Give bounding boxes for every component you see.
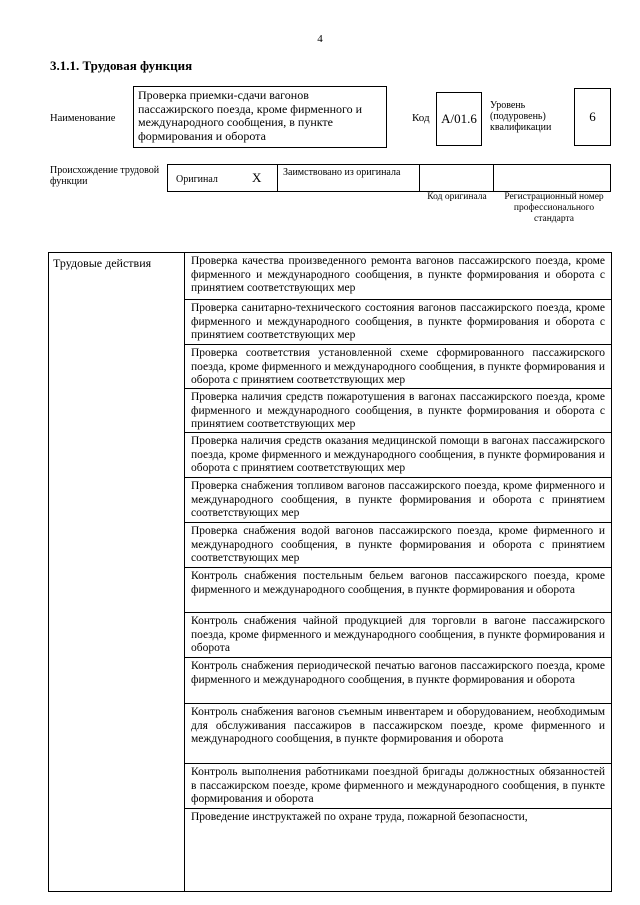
action-row: Проверка качества произведенного ремонта вагонов пассажирского поезда, кроме фирменного и международного сообщения, в пункте формирования и оборота с принятием соответствующих мер — [185, 253, 611, 300]
original-mark: X — [252, 170, 262, 185]
origin-label: Происхождение трудовой функции — [50, 165, 160, 187]
action-row: Проверка снабжения топливом вагонов пассажирского поезда, кроме фирменного и международного сообщения, в пункте формирования и оборота с принятием соответствующих мер — [185, 478, 611, 523]
origin-borrowed-cell — [278, 165, 420, 191]
page-number: 4 — [317, 33, 323, 45]
function-name: Проверка приемки-сдачи вагонов пассажирского поезда, кроме фирменного и международного сообщения, в пункте формирования и оборота — [133, 86, 387, 148]
action-row: Проведение инструктажей по охране труда, пожарной безопасности, — [191, 811, 528, 823]
borrowed-label: Заимствовано из оригинала — [283, 167, 401, 178]
action-row: Контроль выполнения работниками поездной бригады должностных обязанностей в пассажирском поезде, кроме фирменного и международного сообщения, в пункте формирования и оборота — [185, 764, 611, 809]
row-header: Трудовые действия — [49, 253, 185, 891]
level-label: Уровень (подуровень) квалификации — [490, 100, 552, 133]
work-actions-table — [48, 252, 612, 892]
action-row: Проверка наличия средств оказания медицинской помощи в вагонах пассажирского поезда, кроме фирменного и международного сообщения, в пункте формирования и оборота с принятием соответствующих мер — [185, 433, 611, 478]
origin-original-cell — [168, 165, 278, 191]
action-row: Контроль снабжения вагонов съемным инвентарем и оборудованием, необходимым для обслуживания пассажиров в пассажирском поезде, кроме фирменного и международного сообщения, в пункте формирования и оборота — [185, 704, 611, 764]
code-caption: Код оригинала — [427, 192, 487, 202]
action-row: Проверка санитарно-технического состояния вагонов пассажирского поезда, кроме фирменного и международного сообщения, в пункте формирования и оборота с принятием соответствующих мер — [185, 300, 611, 345]
origin-code-cell — [420, 165, 494, 191]
section-title: 3.1.1. Трудовая функция — [50, 58, 193, 73]
original-label: Оригинал — [176, 174, 218, 185]
level-value: 6 — [574, 88, 611, 146]
reg-caption: Регистрационный номер профессионального стандарта — [504, 192, 604, 224]
origin-row — [167, 164, 611, 192]
code-label: Код — [412, 112, 430, 124]
action-row: Контроль снабжения постельным бельем вагонов пассажирского поезда, кроме фирменного и международного сообщения, в пункте формирования и оборота — [185, 568, 611, 613]
actions-list — [185, 253, 611, 891]
name-label: Наименование — [50, 113, 116, 124]
action-row: Проверка снабжения водой вагонов пассажирского поезда, кроме фирменного и международного сообщения, в пункте формирования и оборота с принятием соответствующих мер — [185, 523, 611, 568]
action-row: Контроль снабжения чайной продукцией для торговли в вагоне пассажирского поезда, кроме фирменного и международного сообщения, в пункте формирования и оборота — [185, 613, 611, 658]
action-row: Контроль снабжения периодической печатью вагонов пассажирского поезда, кроме фирменного и международного сообщения, в пункте формирования и оборота — [185, 658, 611, 704]
code-value: A/01.6 — [436, 92, 482, 146]
origin-reg-cell — [494, 165, 610, 191]
action-row: Проверка соответствия установленной схеме сформированного пассажирского поезда, кроме фирменного и международного сообщения, в пункте формирования и оборота с принятием соответствующих мер — [185, 345, 611, 389]
action-row: Проверка наличия средств пожаротушения в вагонах пассажирского поезда, кроме фирменного и международного сообщения, в пункте формирования и оборота с принятием соответствующих мер — [185, 389, 611, 433]
